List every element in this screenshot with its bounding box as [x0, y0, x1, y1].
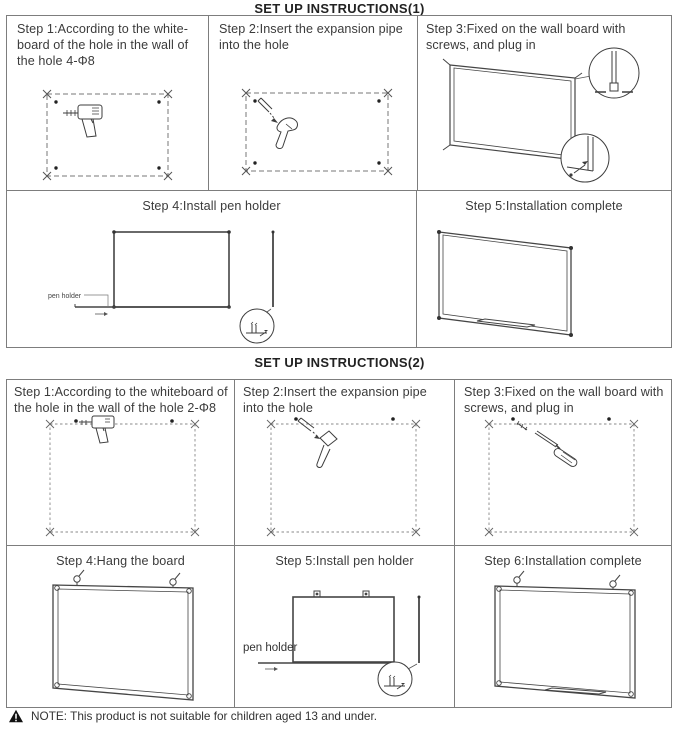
s1-step1-art: [7, 16, 208, 190]
s1-step5-art: [417, 191, 670, 347]
s2-step1-art: [7, 380, 234, 545]
s2-step3-label: Step 3:Fixed on the wall board with screws, and plug in: [464, 385, 664, 416]
corner-x-marks: [485, 420, 638, 536]
pen-holder-callout-detail: [240, 309, 274, 343]
section2-row1: [7, 380, 671, 545]
screwdriver-icon: [517, 421, 577, 466]
section2-row2: [7, 545, 671, 707]
section1-row1: [7, 16, 671, 190]
pen-holder-callout-detail: [378, 662, 412, 696]
whiteboard-complete-drawing: [495, 571, 635, 698]
s2-step2-label: Step 2:Insert the expansion pipe into the hole: [243, 385, 427, 416]
whiteboard-complete-drawing: [437, 230, 573, 337]
s2-step1-label: Step 1:According to the whiteboard of the hole in the wall of the hole 2-Φ8: [14, 385, 228, 416]
s1-step1-label: Step 1:According to the white-board of the hole in the wall of the hole 4-Φ8: [17, 22, 189, 69]
pen-holder-tray: [477, 319, 535, 327]
s2-step6-art: [455, 546, 673, 707]
section1-row2: [7, 190, 671, 347]
corner-x-marks: [267, 420, 420, 536]
s2-step3-art: [455, 380, 673, 545]
corner-screw-callout-detail: [561, 134, 609, 182]
drill-hole-markers: [294, 417, 395, 421]
section2-title: SET UP INSTRUCTIONS(2): [254, 355, 425, 370]
corner-x-marks: [46, 420, 199, 536]
s2-step1-panel: [7, 380, 234, 545]
hammer-expansion-pipe-icon: [298, 418, 337, 467]
warning-icon: [8, 709, 24, 723]
whiteboard-drawing: [443, 59, 582, 165]
whiteboard-front-drawing: [293, 591, 394, 662]
note-text: NOTE: This product is not suitable for children aged 13 and under.: [31, 709, 378, 723]
s2-step3-panel: [454, 380, 671, 545]
s2-step5-panel: [234, 546, 454, 707]
s2-step2-panel: [234, 380, 454, 545]
hook-icon: [74, 570, 84, 585]
s1-step3-label: Step 3:Fixed on the wall board with screws, and plug in: [426, 22, 626, 53]
s2-step6-label: Step 6:Installation complete: [484, 554, 642, 568]
s1-step1-panel: [7, 16, 208, 190]
corner-x-marks: [43, 90, 172, 180]
hanging-whiteboard-drawing: [53, 570, 193, 700]
side-view-drawing: [408, 596, 421, 670]
pen-holder-label: pen holder: [48, 293, 82, 300]
whiteboard-front-drawing: [112, 230, 231, 309]
s2-step2-art: [235, 380, 455, 545]
hook-icon: [514, 571, 524, 586]
s2-step4-panel: [7, 546, 234, 707]
s1-step4-art: [7, 191, 416, 347]
hook-icon: [610, 575, 620, 590]
drill-hole-markers: [253, 99, 380, 164]
pen-holder-tray: [243, 642, 395, 671]
side-view-drawing: [263, 231, 275, 316]
s1-step2-label: Step 2:Insert the expansion pipe into the hole: [219, 22, 403, 53]
s1-step2-art: [209, 16, 418, 190]
drill-hole-markers: [511, 417, 611, 421]
note-bar: [8, 709, 377, 723]
s1-step5-label: Step 5:Installation complete: [465, 199, 623, 213]
pen-holder-tray: [48, 293, 230, 316]
section1-table: [6, 15, 672, 348]
drill-icon: [63, 105, 102, 137]
s1-step2-panel: [208, 16, 417, 190]
section1-title: SET UP INSTRUCTIONS(1): [254, 1, 425, 16]
pen-holder-label: pen holder: [243, 642, 298, 654]
s1-step4-panel: [7, 191, 416, 347]
s1-step3-art: [418, 16, 670, 190]
s2-step4-art: [7, 546, 234, 707]
s2-step4-label: Step 4:Hang the board: [56, 554, 185, 568]
drill-icon: [79, 416, 114, 443]
s2-step6-panel: [454, 546, 671, 707]
hook-icon: [363, 591, 369, 597]
section2-table: [6, 379, 672, 708]
drill-hole-markers: [54, 100, 160, 169]
s2-step5-art: [235, 546, 455, 707]
hook-icon: [314, 591, 320, 597]
expansion-pipe-icon: [258, 98, 297, 149]
s1-step5-panel: [416, 191, 671, 347]
anchor-callout-detail: [589, 48, 639, 98]
s1-step3-panel: [417, 16, 671, 190]
s2-step5-label: Step 5:Install pen holder: [275, 554, 414, 568]
s1-step4-label: Step 4:Install pen holder: [142, 199, 281, 213]
hook-icon: [170, 573, 180, 588]
